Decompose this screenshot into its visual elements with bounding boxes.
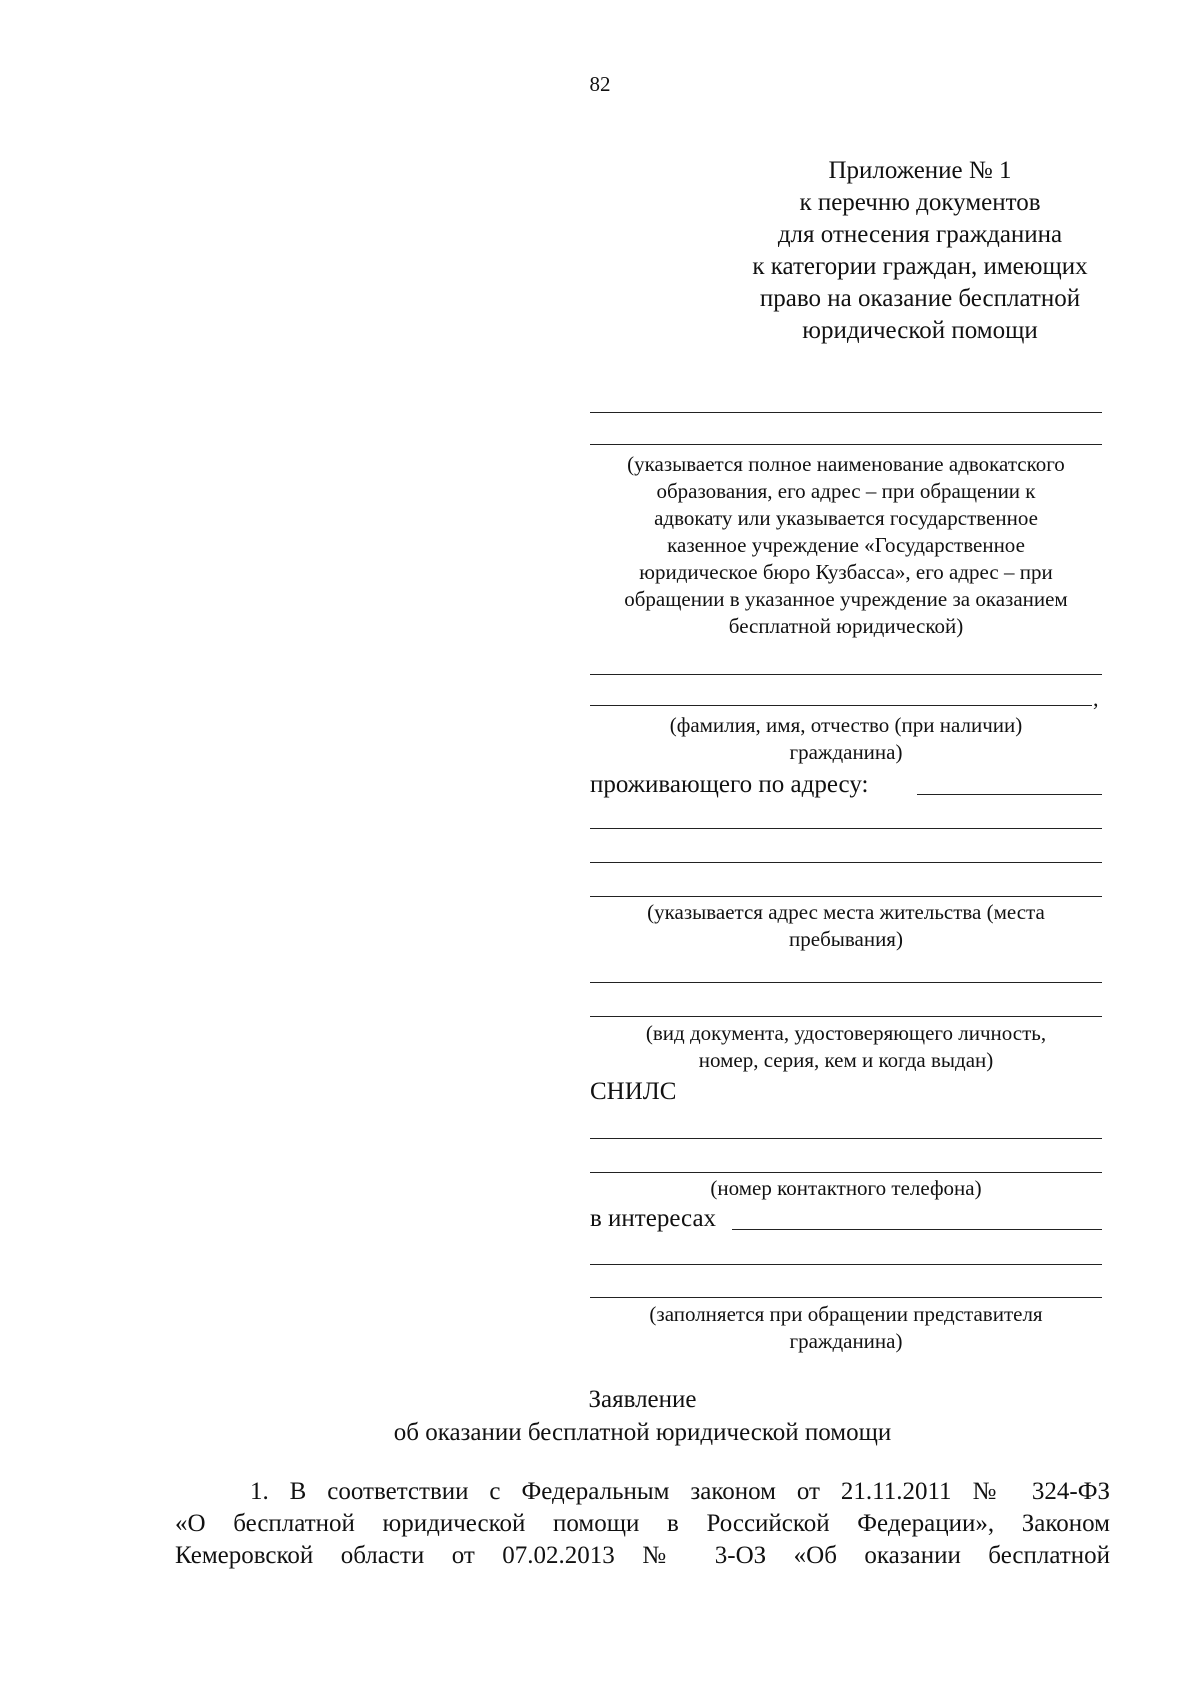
page-number: 82 xyxy=(589,72,611,96)
address-line-2[interactable] xyxy=(590,828,1102,829)
interests-line-3[interactable] xyxy=(590,1297,1102,1298)
name-hint: (фамилия, имя, отчество (при наличии) гражданина) xyxy=(669,713,1023,764)
comma: , xyxy=(1093,686,1099,711)
appendix-line: юридической помощи xyxy=(802,317,1038,344)
address-hint: (указывается адрес места жительства (места пребывания) xyxy=(647,900,1045,951)
appendix-line: к перечню документов xyxy=(799,189,1041,216)
body-paragraph xyxy=(175,1476,1110,1572)
appendix-line: Приложение № 1 xyxy=(828,157,1012,184)
organization-line-2[interactable] xyxy=(590,444,1102,445)
address-line-inline[interactable] xyxy=(917,794,1102,795)
organization-hint: (указывается полное наименование адвокатского образования, его адрес – при обращении к адвокату или указывается государственное казенное учреждение «Государственное юридическое бюро Кузбасса», его адрес – при обращении в указанное учреждение за оказанием бесплатной юридической) xyxy=(624,452,1068,638)
address-line-3[interactable] xyxy=(590,862,1102,863)
interests-line-inline[interactable] xyxy=(732,1229,1102,1230)
name-line-2[interactable] xyxy=(590,705,1092,706)
representative-hint: (заполняется при обращении представителя гражданина) xyxy=(649,1302,1043,1353)
address-label: проживающего по адресу: xyxy=(590,771,869,798)
document-hint: (вид документа, удостоверяющего личность, номер, серия, кем и когда выдан) xyxy=(645,1021,1047,1072)
body-line: Кемеровской области от 07.02.2013 № 3-ОЗ «Об оказании бесплатной xyxy=(175,1542,1110,1569)
body-line: «О бесплатной юридической помощи в Российской Федерации», Законом xyxy=(175,1510,1110,1537)
document-line-1[interactable] xyxy=(590,982,1102,983)
appendix-header xyxy=(700,155,1140,347)
phone-line[interactable] xyxy=(590,1172,1102,1173)
snils-line[interactable] xyxy=(590,1138,1102,1139)
phone-hint: (номер контактного телефона) xyxy=(710,1176,982,1200)
appendix-line: к категории граждан, имеющих xyxy=(752,253,1088,280)
interests-label: в интересах xyxy=(590,1205,717,1232)
organization-line-1[interactable] xyxy=(590,412,1102,413)
statement-subtitle: об оказании бесплатной юридической помощи xyxy=(393,1419,892,1446)
appendix-line: для отнесения гражданина xyxy=(777,221,1063,248)
name-line-1[interactable] xyxy=(590,674,1102,675)
document-line-2[interactable] xyxy=(590,1016,1102,1017)
interests-line-2[interactable] xyxy=(590,1264,1102,1265)
body-line: 1. В соответствии с Федеральным законом от 21.11.2011 № 324-ФЗ xyxy=(250,1478,1110,1505)
address-line-4[interactable] xyxy=(590,896,1102,897)
appendix-line: право на оказание бесплатной xyxy=(759,285,1081,312)
snils-label: СНИЛС xyxy=(590,1078,677,1105)
statement-title: Заявление xyxy=(588,1386,697,1413)
